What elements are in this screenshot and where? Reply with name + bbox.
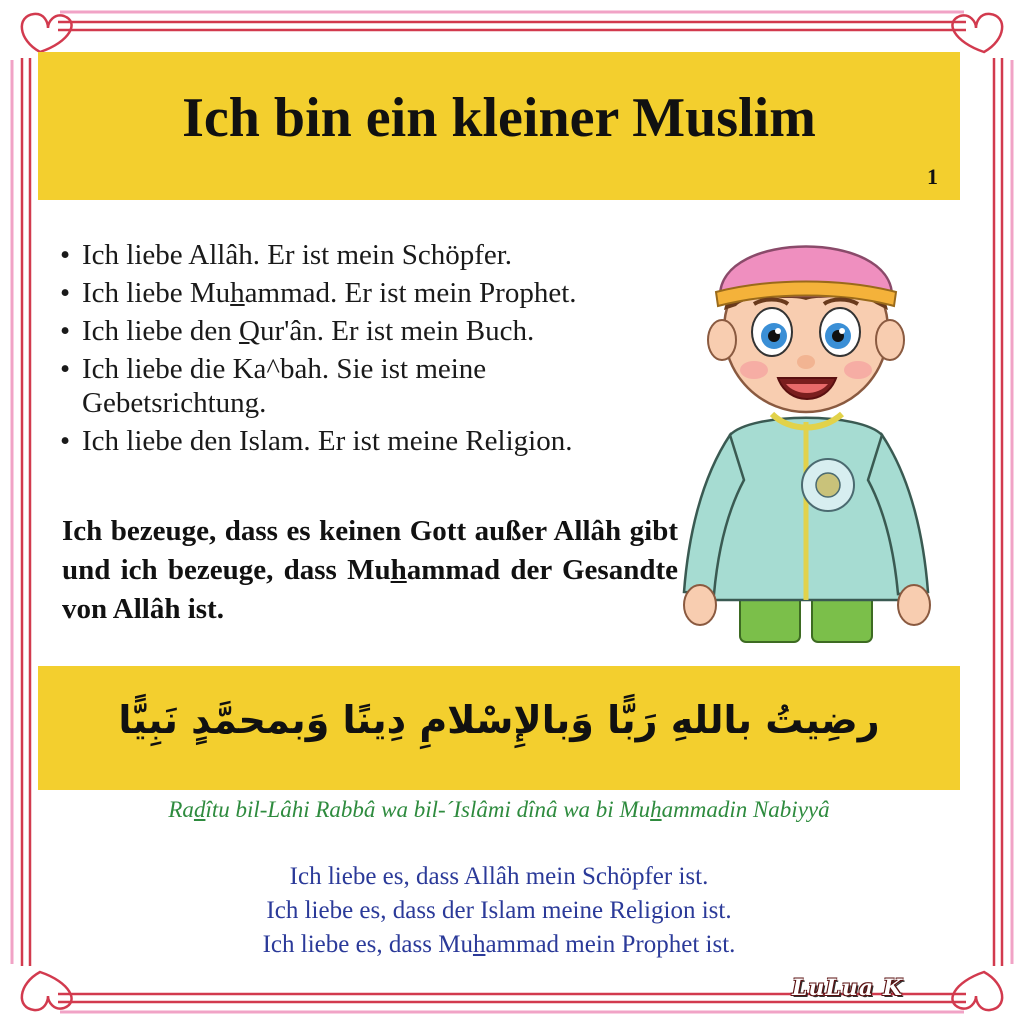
boy-illustration [680, 200, 940, 650]
title-banner [38, 52, 960, 200]
love-statements-list [60, 238, 700, 462]
bullet-icon: • [60, 315, 71, 347]
bullet-icon: • [60, 353, 71, 385]
meaning-line: Ich liebe es, dass der Islam meine Religion ist. [266, 897, 732, 924]
transliteration: Radîtu bil-Lâhi Rabbâ wa bil-´Islâmi dînâ wa bi Muhammadin Nabiyyâ [168, 797, 830, 822]
german-meaning [38, 860, 960, 962]
page-number: 1 [927, 164, 938, 189]
bullet-icon: • [60, 239, 71, 271]
arabic-banner [38, 666, 960, 790]
list-item: • Ich liebe den Qur'ân. Er ist mein Buch. [60, 315, 535, 347]
list-item: • Ich liebe den Islam. Er ist meine Religion. [60, 425, 573, 457]
bullet-icon: • [60, 425, 71, 457]
list-item: • Ich liebe Allâh. Er ist mein Schöpfer. [60, 239, 513, 271]
bullet-icon: • [60, 277, 71, 309]
author-signature: LuLua K [792, 975, 903, 1001]
arabic-dua: رضِيتُ باللهِ رَبًّا وَبالإِسْلامِ دِينًا وَبمحمَّدٍ نَبِيًّا [118, 698, 880, 742]
list-item: • Ich liebe die Ka^bah. Sie ist meine Gebetsrichtung. [60, 353, 487, 419]
shahada-paragraph: Ich bezeuge, dass es keinen Gott außer Allâh gibt und ich bezeuge, dass Muhammad der Gesandte von Allâh ist. [62, 515, 678, 625]
meaning-line: Ich liebe es, dass Allâh mein Schöpfer ist. [289, 863, 709, 890]
meaning-line: Ich liebe es, dass Muhammad mein Prophet ist. [262, 931, 736, 958]
list-item: • Ich liebe Muhammad. Er ist mein Prophet. [60, 277, 577, 309]
page-title: Ich bin ein kleiner Muslim [182, 87, 816, 149]
